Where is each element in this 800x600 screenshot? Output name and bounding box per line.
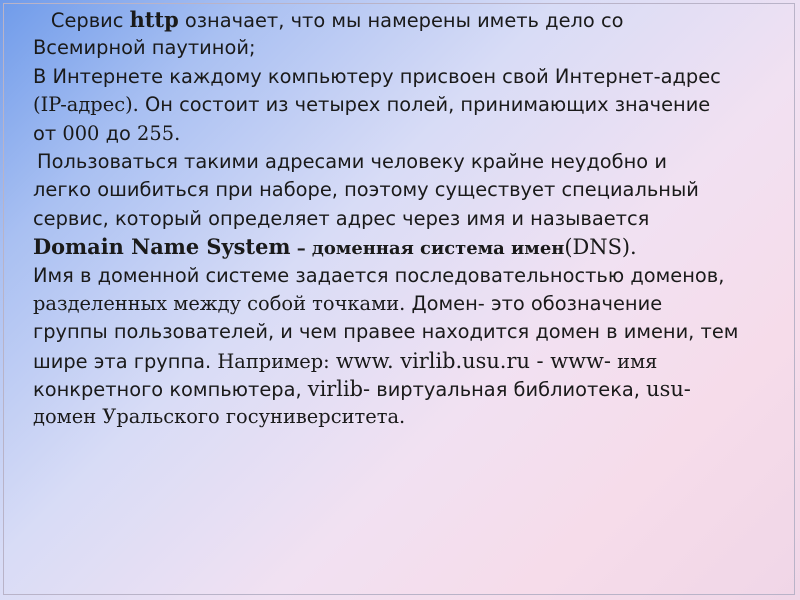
text-run: Домен- это обозначение (405, 291, 663, 315)
text-line-5 (33, 120, 791, 148)
text-run: до (99, 121, 138, 145)
virlib-term: virlib- (307, 377, 371, 402)
text-run: от (33, 121, 63, 145)
dns-russian-name: – доменная система имен (290, 238, 565, 260)
text-line-11 (33, 290, 791, 318)
text-run: домен Уральского госуниверситета (33, 405, 400, 429)
text-line-15 (33, 403, 791, 431)
range-max: 255 (137, 121, 175, 145)
text-line-7: легко ошибиться при наборе, поэтому существует специальный (33, 178, 699, 202)
text-run: конкретного компьютера, (33, 378, 308, 402)
text-line-12: группы пользователей, и чем правее находится домен в имени, тем (33, 320, 739, 344)
text-line-10: Имя в доменной системе задается последовательностью доменов, (33, 263, 725, 287)
text-run: шире эта группа. (33, 349, 212, 373)
example-domain: www. virlib.usu.ru - www- (335, 348, 611, 373)
text-run: . (399, 405, 406, 429)
range-min: 000 (62, 121, 100, 145)
text-run: виртуальная библиотека, (370, 378, 647, 402)
text-run: Сервис (50, 9, 130, 32)
text-run: Он состоит из четырех полей, принимающих значение (138, 93, 711, 117)
text-run: означает, что мы намерены иметь дело со (178, 9, 624, 32)
text-line-13 (33, 347, 791, 375)
dns-explanation-text (33, 6, 795, 432)
text-line-14 (33, 375, 791, 403)
usu-term: usu- (646, 377, 691, 402)
text-line-6: Пользоваться такими адресами человеку крайне неудобно и (36, 149, 667, 173)
text-run: Например: (211, 349, 336, 373)
text-run: имя (610, 349, 658, 373)
text-run: разделенных между собой точками. (33, 291, 406, 315)
text-line-4 (33, 91, 791, 119)
text-line-1 (33, 6, 791, 34)
text-line-2: Всемирной паутиной; (33, 36, 256, 60)
text-line-3: В Интернете каждому компьютеру присвоен свой Интернет-адрес (33, 64, 721, 88)
text-line-8: сервис, который определяет адрес через имя и называется (33, 206, 650, 230)
dns-acronym: (DNS). (564, 235, 637, 260)
dns-full-name: Domain Name System (33, 234, 291, 260)
text-line-9 (33, 233, 791, 261)
http-term: http (129, 7, 179, 32)
text-run: . (174, 121, 181, 145)
ip-address-term: (IP-адрес). (33, 93, 139, 117)
